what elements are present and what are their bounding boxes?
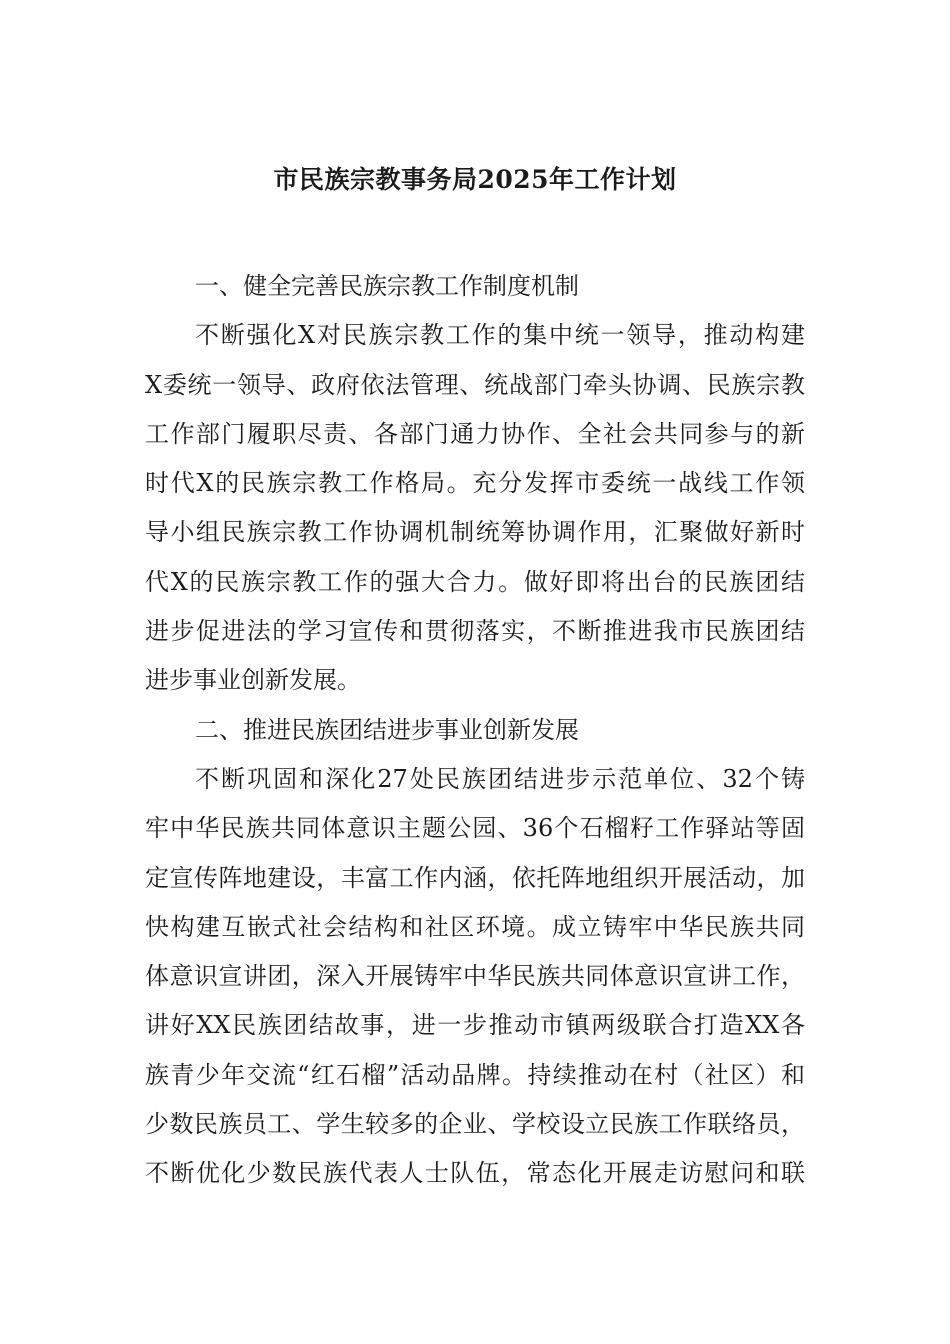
- section-heading-2: 二、推进民族团结进步事业创新发展: [195, 715, 579, 744]
- paragraph-line: 讲好XX民族团结故事，进一步推动市镇两级联合打造XX各: [145, 1011, 805, 1040]
- paragraph-line: 代X的民族宗教工作的强大合力。做好即将出台的民族团结: [145, 567, 805, 596]
- paragraph-line: X委统一领导、政府依法管理、统战部门牵头协调、民族宗教: [145, 370, 805, 399]
- paragraph-line: 不断巩固和深化27处民族团结进步示范单位、32个铸: [195, 764, 805, 793]
- paragraph-line: 少数民族员工、学生较多的企业、学校设立民族工作联络员，: [145, 1110, 805, 1139]
- paragraph-line: 不断优化少数民族代表人士队伍，常态化开展走访慰问和联: [145, 1159, 805, 1188]
- paragraph-line: 牢中华民族共同体意识主题公园、36个石榴籽工作驿站等固: [145, 814, 805, 843]
- paragraph-line: 工作部门履职尽责、各部门通力协作、全社会共同参与的新: [145, 419, 805, 448]
- paragraph-line: 不断强化X对民族宗教工作的集中统一领导，推动构建: [195, 321, 805, 350]
- paragraph-line: 定宣传阵地建设，丰富工作内涵，依托阵地组织开展活动，加: [145, 863, 805, 892]
- paragraph-line: 导小组民族宗教工作协调机制统筹协调作用，汇聚做好新时: [145, 518, 805, 547]
- document-body: [145, 262, 805, 1199]
- paragraph-line: 体意识宣讲团，深入开展铸牢中华民族共同体意识宣讲工作，: [145, 962, 805, 991]
- section-heading-1: 一、健全完善民族宗教工作制度机制: [195, 272, 579, 300]
- document-title: 市民族宗教事务局2025年工作计划: [273, 165, 677, 194]
- paragraph-line: 快构建互嵌式社会结构和社区环境。成立铸牢中华民族共同: [145, 912, 805, 941]
- paragraph-line: 时代X的民族宗教工作格局。充分发挥市委统一战线工作领: [145, 469, 805, 498]
- paragraph-line: 族青少年交流“红石榴”活动品牌。持续推动在村（社区）和: [145, 1060, 805, 1089]
- paragraph-line: 进步促进法的学习宣传和贯彻落实，不断推进我市民族团结: [145, 617, 805, 646]
- paragraph-line: 进步事业创新发展。: [145, 666, 361, 695]
